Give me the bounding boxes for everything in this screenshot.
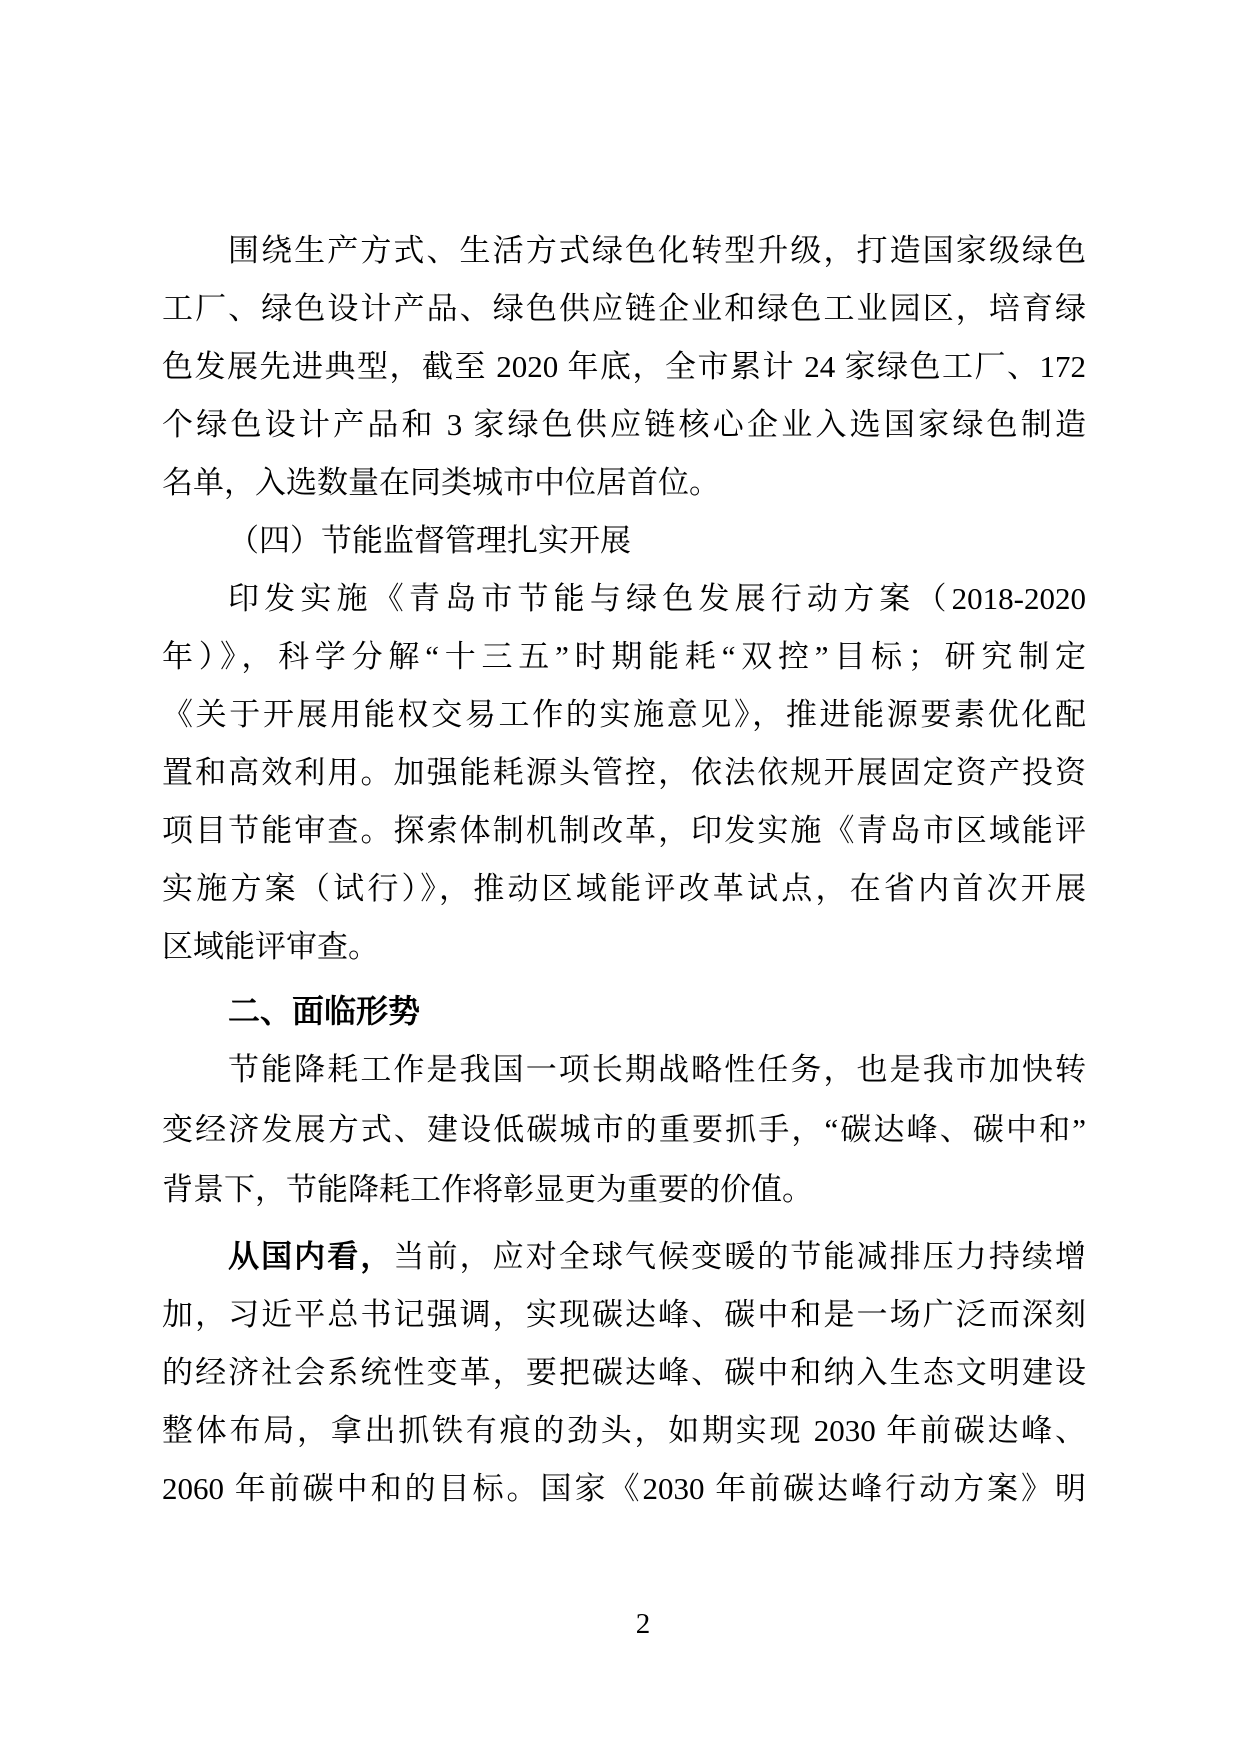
bold-lead: 从国内看， [228,1239,394,1274]
text-line: 变经济发展方式、建设低碳城市的重要抓手，“碳达峰、碳中和” [162,1112,1086,1147]
text-line: 整体布局，拿出抓铁有痕的劲头，如期实现 2030 年前碳达峰、 [162,1413,1086,1448]
paragraph-energy-supervision [162,570,1086,976]
text-line: 节能降耗工作是我国一项长期战略性任务，也是我市加快转 [228,1052,1086,1087]
paragraph-green-manufacturing [162,222,1086,512]
text-line: 项目节能审查。探索体制机制改革，印发实施《青岛市区域能评 [162,813,1086,848]
text-line: 背景下，节能降耗工作将彰显更为重要的价值。 [162,1172,813,1207]
text-line: 《关于开展用能权交易工作的实施意见》，推进能源要素优化配 [162,697,1086,732]
text-line: 个绿色设计产品和 3 家绿色供应链核心企业入选国家绿色制造 [162,407,1086,442]
text-line: 印发实施《青岛市节能与绿色发展行动方案（2018-2020 [228,581,1086,616]
section-heading-2: 二、面临形势 [228,993,421,1029]
text-line: 工厂、绿色设计产品、绿色供应链企业和绿色工业园区，培育绿 [162,291,1086,326]
text-line: 年）》，科学分解“十三五”时期能耗“双控”目标；研究制定 [162,639,1086,674]
document-body [162,222,1086,1518]
text-line: 色发展先进典型，截至 2020 年底，全市累计 24 家绿色工厂、172 [162,349,1086,384]
text-line: 的经济社会系统性变革，要把碳达峰、碳中和纳入生态文明建设 [162,1355,1086,1390]
text-line: 实施方案（试行）》，推动区域能评改革试点，在省内首次开展 [162,871,1086,906]
text-line: 加，习近平总书记强调，实现碳达峰、碳中和是一场广泛而深刻 [162,1297,1086,1332]
subsection-heading-4: （四）节能监督管理扎实开展 [228,523,631,558]
text-line: 区域能评审查。 [162,929,379,964]
text-line: 2060 年前碳中和的目标。国家《2030 年前碳达峰行动方案》明 [162,1471,1086,1506]
text-line: 置和高效利用。加强能耗源头管控，依法依规开展固定资产投资 [162,755,1086,790]
lead-line-rest: 当前，应对全球气候变暖的节能减排压力持续增 [393,1239,1087,1274]
paragraph-strategic-task [162,1040,1086,1220]
page-number: 2 [635,1608,651,1640]
text-line [162,1228,1086,1286]
paragraph-domestic-outlook [162,1228,1086,1518]
text-line: 围绕生产方式、生活方式绿色化转型升级，打造国家级绿色 [228,233,1086,268]
text-line: 名单，入选数量在同类城市中位居首位。 [162,465,720,500]
